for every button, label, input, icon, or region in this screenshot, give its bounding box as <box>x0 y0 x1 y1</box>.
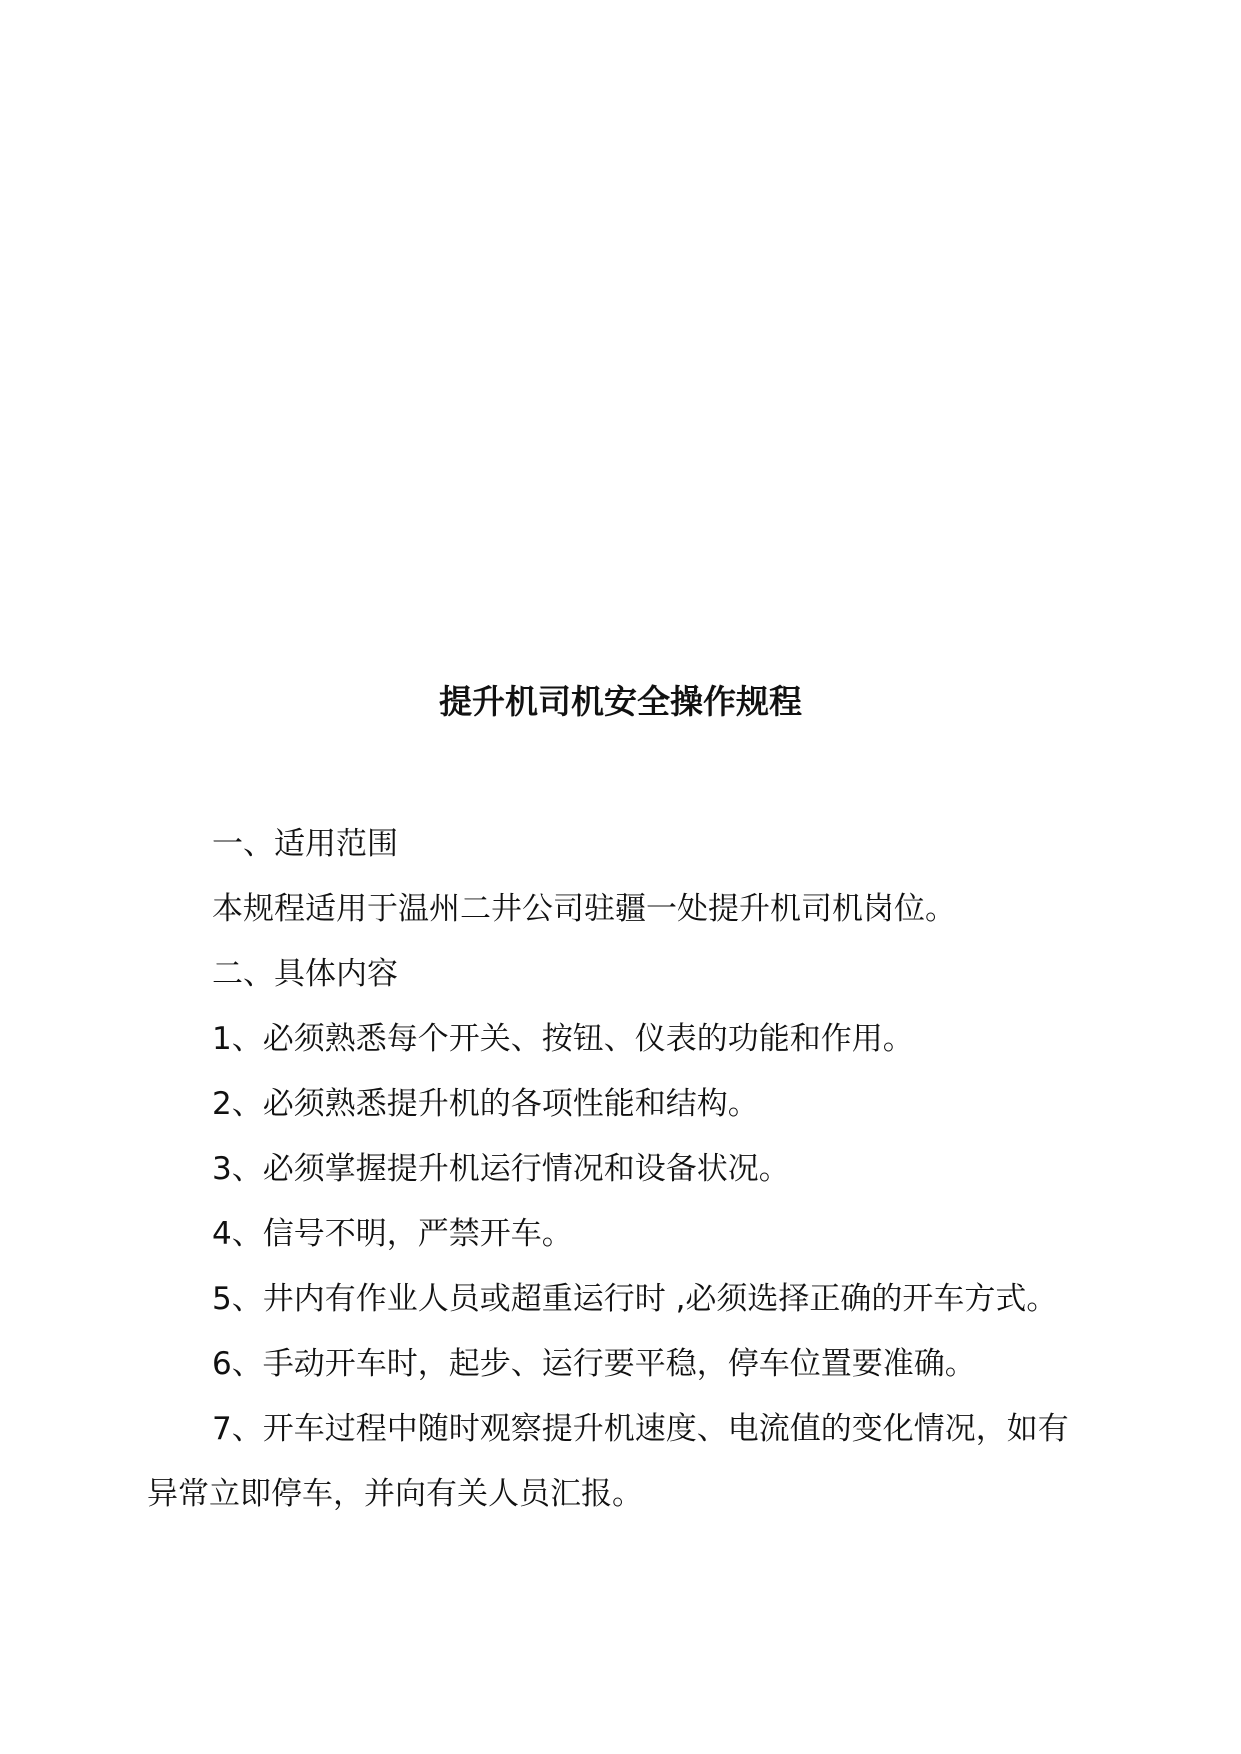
rule-item-7: 7、开车过程中随时观察提升机速度、电流值的变化情况，如有异常立即停车，并向有关人员汇报。 <box>147 1411 1069 1512</box>
section-heading-scope: 一、适用范围 <box>212 826 398 862</box>
rule-item-3: 3、必须掌握提升机运行情况和设备状况。 <box>212 1151 790 1187</box>
document-body <box>147 812 1097 1527</box>
rule-item-1: 1、必须熟悉每个开关、按钮、仪表的功能和作用。 <box>212 1021 914 1057</box>
scope-paragraph: 本规程适用于温州二井公司驻疆一处提升机司机岗位。 <box>212 891 956 927</box>
rule-item-4: 4、信号不明，严禁开车。 <box>212 1216 573 1252</box>
rule-item-5: 5、井内有作业人员或超重运行时 ,必须选择正确的开车方式。 <box>212 1281 1058 1317</box>
rule-item-6: 6、手动开车时，起步、运行要平稳，停车位置要准确。 <box>212 1346 976 1382</box>
document-title: 提升机司机安全操作规程 <box>439 682 802 721</box>
rule-item-2: 2、必须熟悉提升机的各项性能和结构。 <box>212 1086 759 1122</box>
section-heading-content: 二、具体内容 <box>212 956 398 992</box>
